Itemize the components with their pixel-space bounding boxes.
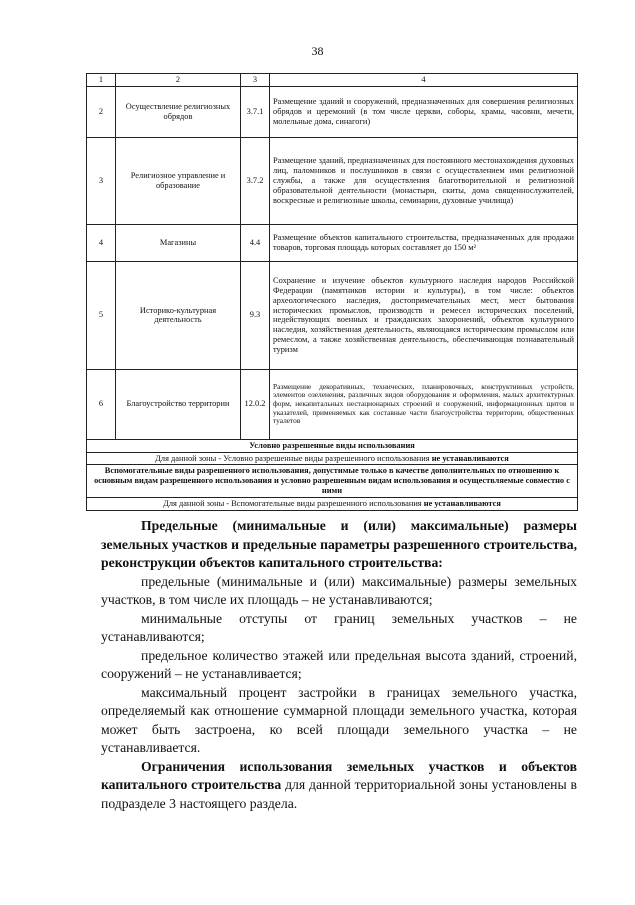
section-row <box>87 465 578 497</box>
auxiliary-note-bold: не устанавливаются <box>423 498 501 508</box>
table-row <box>87 369 578 439</box>
row-number: 4 <box>87 224 116 261</box>
table-row <box>87 224 578 261</box>
row-number: 5 <box>87 261 116 369</box>
paragraph-setbacks: минимальные отступы от границ земельных участков – не устанавливаются; <box>101 610 577 644</box>
header-cell: 1 <box>87 74 116 87</box>
paragraph-floors: предельное количество этажей или предельная высота зданий, строений, сооружений – не устанавливается; <box>101 647 577 681</box>
section-row <box>87 452 578 465</box>
use-code: 3.7.2 <box>241 137 270 224</box>
use-name: Благоустройство территории <box>116 369 241 439</box>
table-row <box>87 86 578 137</box>
restrictions-bold: Ограничения использования земельных участков и объектов капитального строительства <box>101 758 577 792</box>
use-description: Размещение зданий и сооружений, предназначенных для совершения религиозных обрядов и церемоний (в том числе церкви, соборы, храмы, часовни, мечети, молельные дома, синагоги) <box>270 86 578 137</box>
table-header-row <box>87 74 578 87</box>
use-code: 9.3 <box>241 261 270 369</box>
conditional-note-text: Для данной зоны - Условно разрешенные виды разрешенного использования <box>155 453 432 463</box>
page-number: 38 <box>311 44 324 58</box>
conditional-uses-title: Условно разрешенные виды использования <box>87 439 578 452</box>
use-description: Размещение декоративных, технических, планировочных, конструктивных устройств, элементов озеленения, различных видов оборудования и оформления, малых архитектурных форм, некапитальных нестационарных строений и сооружений, информационных щитов и указателей, применяемых как составные части благоустройства территории, общественных туалетов <box>270 369 578 439</box>
paragraph-coverage: максимальный процент застройки в границах земельного участка, определяемый как отношение суммарной площади земельного участка, которая может быть застроена, ко всей площади земельного участка – не устанавливается. <box>101 684 577 755</box>
paragraph-plot-size: предельные (минимальные и (или) максимальные) размеры земельных участков, в том числе их площадь – не устанавливаются; <box>101 573 577 607</box>
row-number: 6 <box>87 369 116 439</box>
parameters-heading: Предельные (минимальные и (или) максимальные) размеры земельных участков и предельные параметры разрешенного строительства, реконструкции объектов капитального строительства: <box>101 518 577 570</box>
header-cell: 4 <box>270 74 578 87</box>
table-row <box>87 137 578 224</box>
section-row <box>87 497 578 510</box>
use-code: 12.0.2 <box>241 369 270 439</box>
use-description: Размещение объектов капитального строительства, предназначенных для продажи товаров, торговая площадь которых составляет до 150 м² <box>270 224 578 261</box>
header-cell: 3 <box>241 74 270 87</box>
use-code: 4.4 <box>241 224 270 261</box>
row-number: 3 <box>87 137 116 224</box>
section-row <box>87 439 578 452</box>
restrictions-rest: для данной территориальной зоны установлены в подразделе 3 настоящего раздела. <box>101 777 577 811</box>
use-name: Магазины <box>116 224 241 261</box>
header-cell: 2 <box>116 74 241 87</box>
use-name: Религиозное управление и образование <box>116 137 241 224</box>
use-description: Размещение зданий, предназначенных для постоянного местонахождения духовных лиц, паломников и послушников в связи с осуществлением ими религиозной службы, а также для осуществления благотворительной и религиозной образовательной деятельности (монастыри, скиты, дома священнослужителей, воскресные и религиозные школы, семинарии, духовные училища) <box>270 137 578 224</box>
permitted-uses-table <box>86 73 578 511</box>
row-number: 2 <box>87 86 116 137</box>
auxiliary-uses-note <box>87 497 578 510</box>
table-row <box>87 261 578 369</box>
use-name: Осуществление религиозных обрядов <box>116 86 241 137</box>
auxiliary-note-text: Для данной зоны - Вспомогательные виды разрешенного использования <box>163 498 424 508</box>
use-code: 3.7.1 <box>241 86 270 137</box>
paragraph-restrictions <box>101 758 577 814</box>
use-description: Сохранение и изучение объектов культурного наследия народов Российской Федерации (памятников истории и культуры), в том числе: объектов археологического наследия, достопримечательных мест, мест бытования исторических промыслов, производств и ремесел исторических поселений, недействующих военных и гражданских захоронений, объектов культурного наследия, хозяйственная деятельность, являющаяся историческим промыслом или ремеслом, а также хозяйственная деятельность, обеспечивающая познавательный туризм <box>270 261 578 369</box>
body-text <box>101 517 577 813</box>
use-name: Историко-культурная деятельность <box>116 261 241 369</box>
auxiliary-uses-title: Вспомогательные виды разрешенного использования, допустимые только в качестве дополнительных по отношению к основным видам разрешенного использования и условно разрешенным видам использования и осуществляемые совместно с ними <box>87 465 578 497</box>
conditional-uses-note <box>87 452 578 465</box>
conditional-note-bold: не устанавливаются <box>431 453 509 463</box>
